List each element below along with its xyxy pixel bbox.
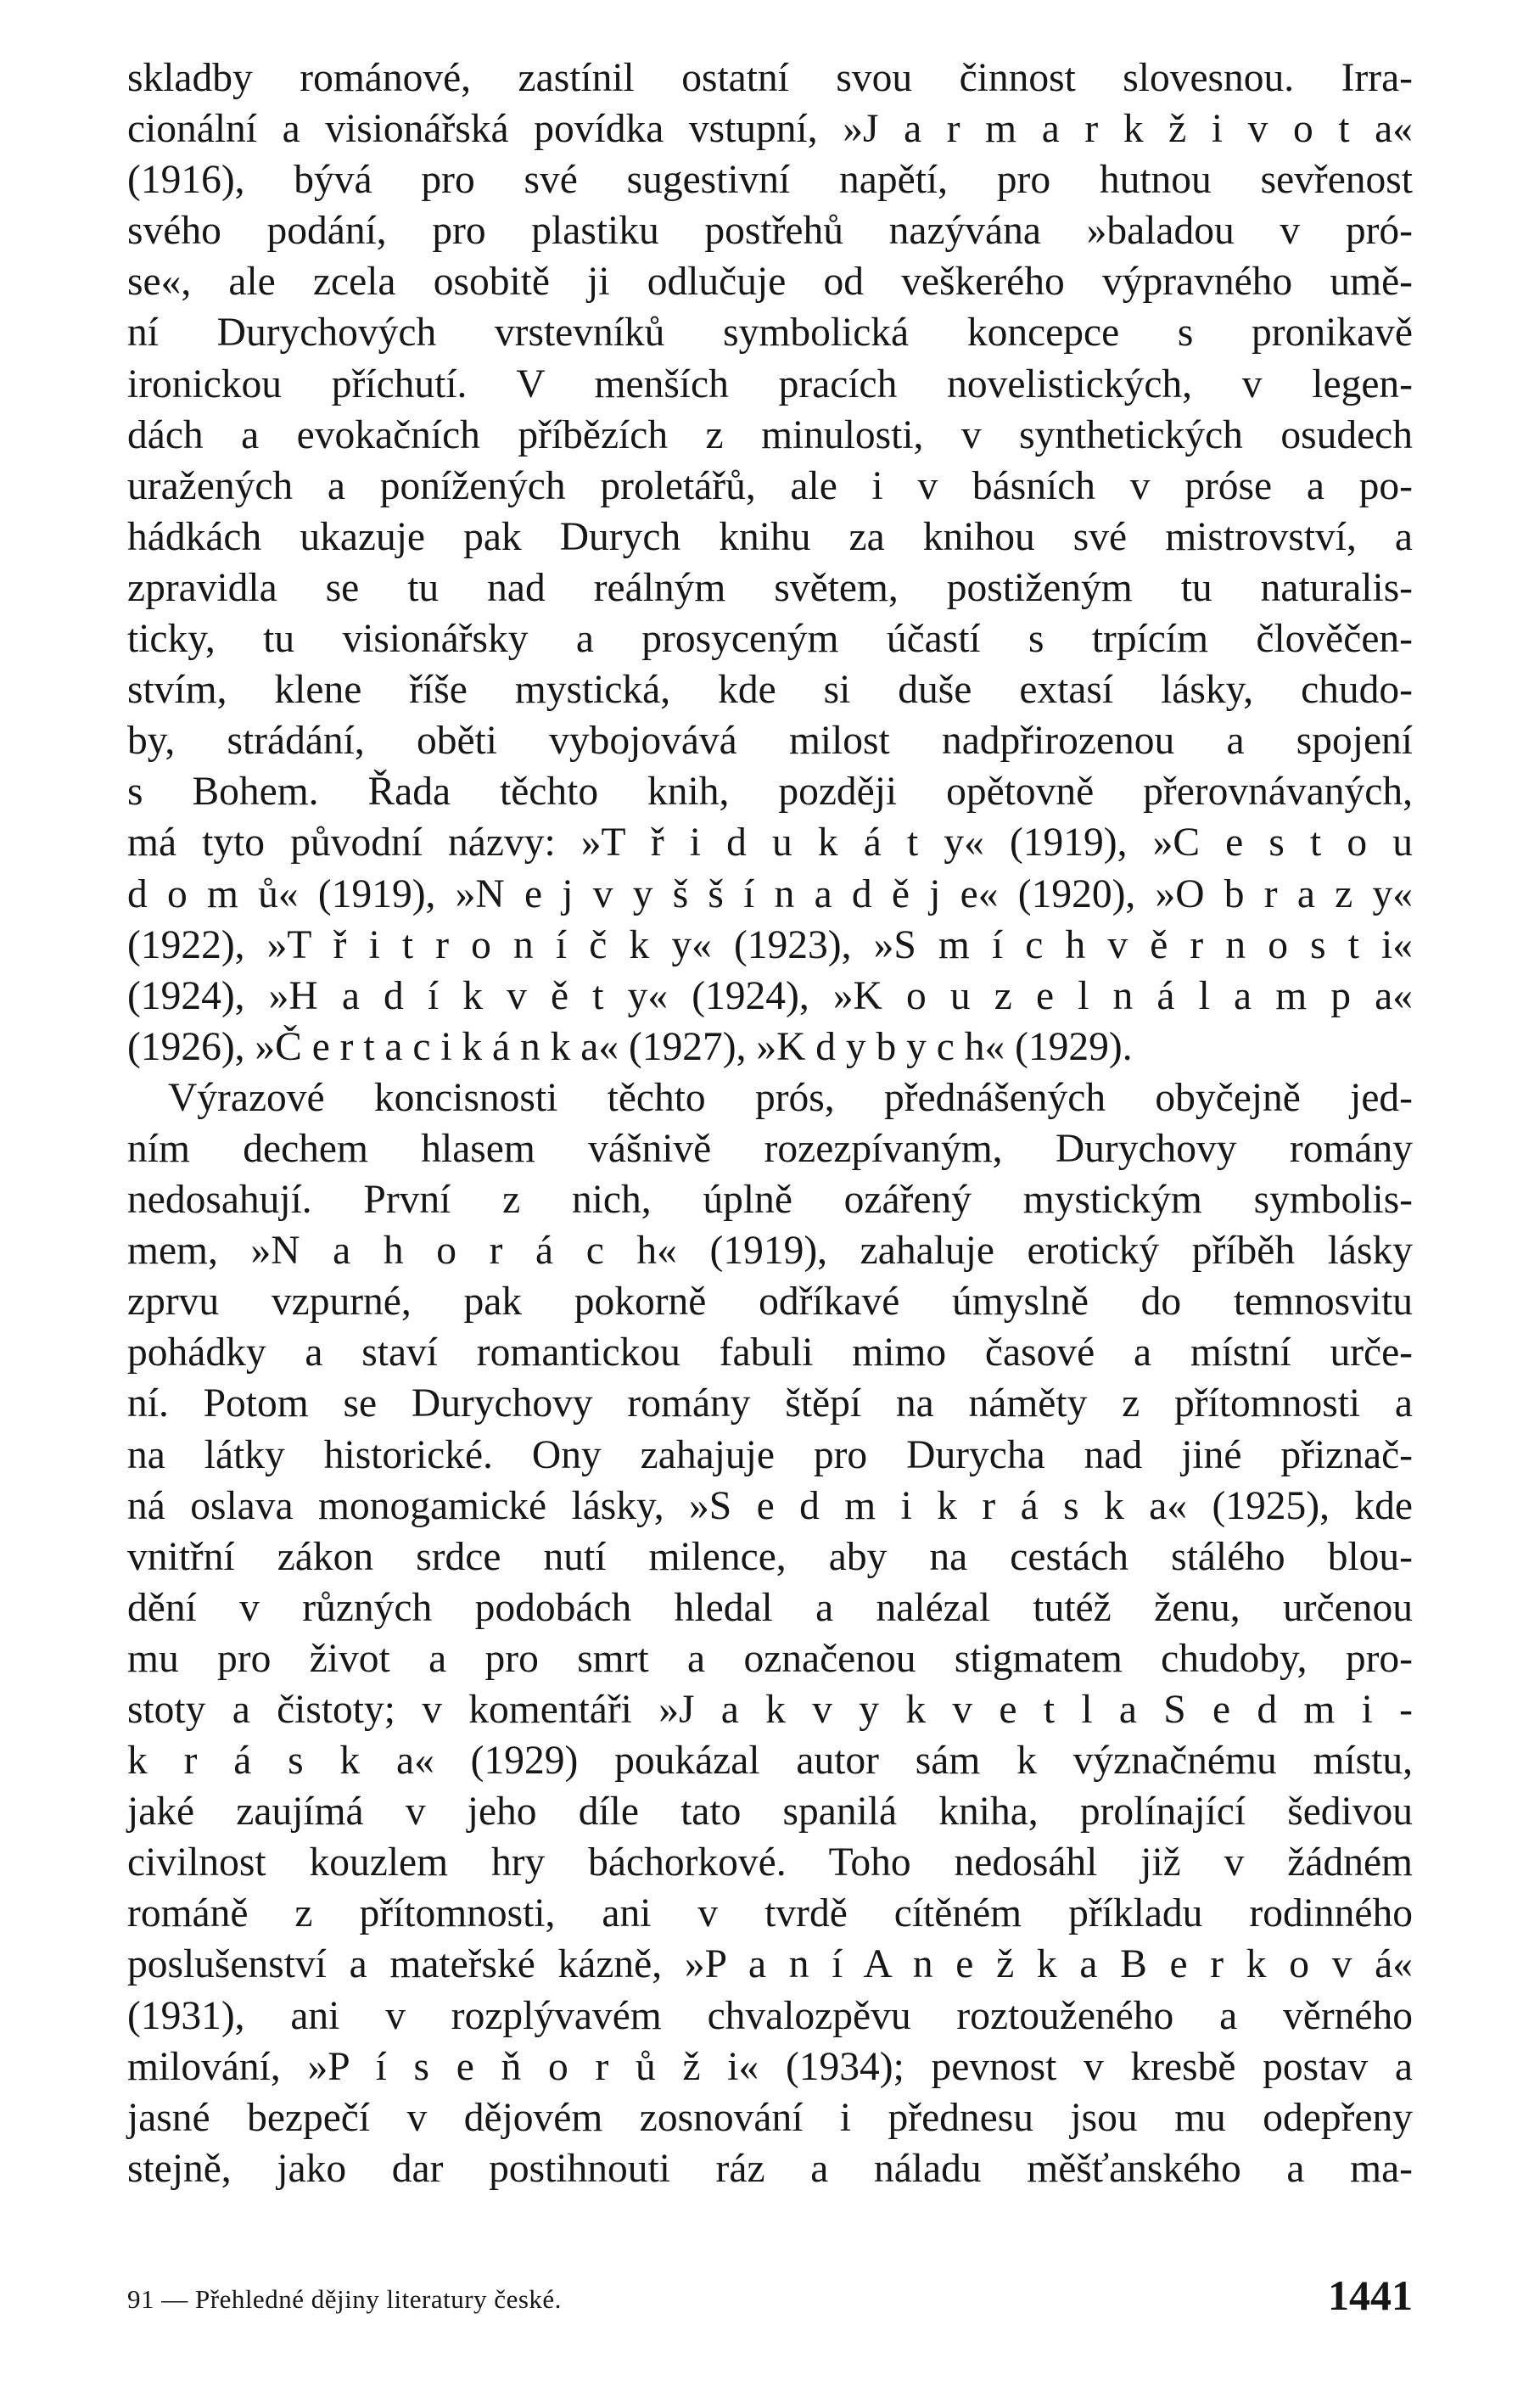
page-footer (127, 2266, 1413, 2319)
text-line: mu pro život a pro smrt a označenou stigmatem chudoby, pro- (127, 1636, 1413, 1681)
body-text (127, 53, 1413, 2194)
text-line: má tyto původní názvy: »T ř i d u k á t y« (1919), »C e s t o u (127, 821, 1413, 865)
text-line: milování, »P í s e ň o r ů ž i« (1934); pevnost v kresbě postav a (127, 2044, 1413, 2089)
text-line: svého podání, pro plastiku postřehů nazývána »baladou v pró- (127, 209, 1413, 254)
text-line: na látky historické. Ony zahajuje pro Durycha nad jiné přiznač- (127, 1432, 1413, 1477)
text-line: ticky, tu visionářsky a prosyceným účastí s trpícím člověčen- (127, 617, 1413, 662)
text-line: by, strádání, oběti vybojovává milost nadpřirozenou a spojení (127, 719, 1413, 764)
text-line: (1916), bývá pro své sugestivní napětí, pro hutnou sevřenost (127, 158, 1413, 203)
text-line: (1924), »H a d í k v ě t y« (1924), »K o u z e l n á l a m p a« (127, 973, 1413, 1018)
text-line: ní. Potom se Durychovy romány štěpí na náměty z přítomnosti a (127, 1381, 1413, 1426)
text-line: (1922), »T ř i t r o n í č k y« (1923), »S m í c h v ě r n o s t i« (127, 922, 1413, 967)
text-line: k r á s k a« (1929) poukázal autor sám k význačnému místu, (127, 1739, 1413, 1784)
text-line: d o m ů« (1919), »N e j v y š š í n a d ě j e« (1920), »O b r a z y« (127, 871, 1413, 916)
text-line: (1926), »Č e r t a c i k á n k a« (1927), »K d y b y c h« (1929). (127, 1024, 1133, 1069)
text-line: ná oslava monogamické lásky, »S e d m i k r á s k a« (1925), kde (127, 1483, 1413, 1528)
page-content (127, 53, 1413, 2194)
text-line: ní Durychových vrstevníků symbolická koncepce s pronikavě (127, 311, 1413, 356)
text-line: poslušenství a mateřské kázně, »P a n í A n e ž k a B e r k o v á« (127, 1942, 1413, 1987)
signature-note: 91 — Přehledné dějiny literatury české. (127, 2284, 562, 2314)
text-line: hádkách ukazuje pak Durych knihu za knihou své mistrovství, a (127, 514, 1413, 559)
text-line: románě z přítomnosti, ani v tvrdě cítěném příkladu rodinného (127, 1891, 1413, 1936)
text-line: nedosahují. První z nich, úplně ozářený mystickým symbolis- (127, 1178, 1413, 1223)
text-line: stoty a čistoty; v komentáři »J a k v y k v e t l a S e d m i - (127, 1688, 1413, 1732)
text-line: ironickou příchutí. V menších pracích novelistických, v legen- (127, 361, 1413, 406)
text-line: s Bohem. Řada těchto knih, později opětovně přerovnávaných, (127, 770, 1413, 815)
text-line: zpravidla se tu nad reálným světem, postiženým tu naturalis- (127, 565, 1413, 610)
paragraph-first-line: Výrazové koncisnosti těchto prós, přednášených obyčejně jed- (168, 1075, 1413, 1120)
text-line: pohádky a staví romantickou fabuli mimo časové a místní urče- (127, 1330, 1413, 1375)
page-number: 1441 (1328, 2271, 1413, 2319)
text-line: mem, »N a h o r á c h« (1919), zahaluje erotický příběh lásky (127, 1229, 1413, 1274)
text-line: vnitřní zákon srdce nutí milence, aby na cestách stálého blou- (127, 1534, 1413, 1579)
text-line: stvím, klene říše mystická, kde si duše extasí lásky, chudo- (127, 668, 1413, 713)
text-line: dění v různých podobách hledal a nalézal tutéž ženu, určenou (127, 1585, 1413, 1630)
text-line: uražených a ponížených proletářů, ale i v básních v próse a po- (127, 463, 1413, 508)
text-line: (1931), ani v rozplývavém chvalozpěvu roztouženého a věrného (127, 1993, 1413, 2038)
text-line: cionální a visionářská povídka vstupní, »J a r m a r k ž i v o t a« (127, 107, 1413, 152)
text-line: ním dechem hlasem vášnivě rozezpívaným, Durychovy romány (127, 1126, 1413, 1171)
text-line: skladby románové, zastínil ostatní svou činnost slovesnou. Irra- (127, 56, 1413, 100)
text-line: jaké zaujímá v jeho díle tato spanilá kniha, prolínající šedivou (127, 1790, 1413, 1834)
text-line: dách a evokačních příbězích z minulosti, v synthetických osudech (127, 412, 1413, 457)
text-line: stejně, jako dar postihnouti ráz a náladu měšťanského a ma- (127, 2146, 1413, 2191)
text-line: se«, ale zcela osobitě ji odlučuje od veškerého výpravného umě- (127, 260, 1413, 305)
text-line: zprvu vzpurné, pak pokorně odříkavé úmyslně do temnosvitu (127, 1280, 1413, 1325)
text-line: jasné bezpečí v dějovém zosnování i přednesu jsou mu odepřeny (127, 2095, 1413, 2140)
text-line: civilnost kouzlem hry báchorkové. Toho nedosáhl již v žádném (127, 1840, 1413, 1885)
